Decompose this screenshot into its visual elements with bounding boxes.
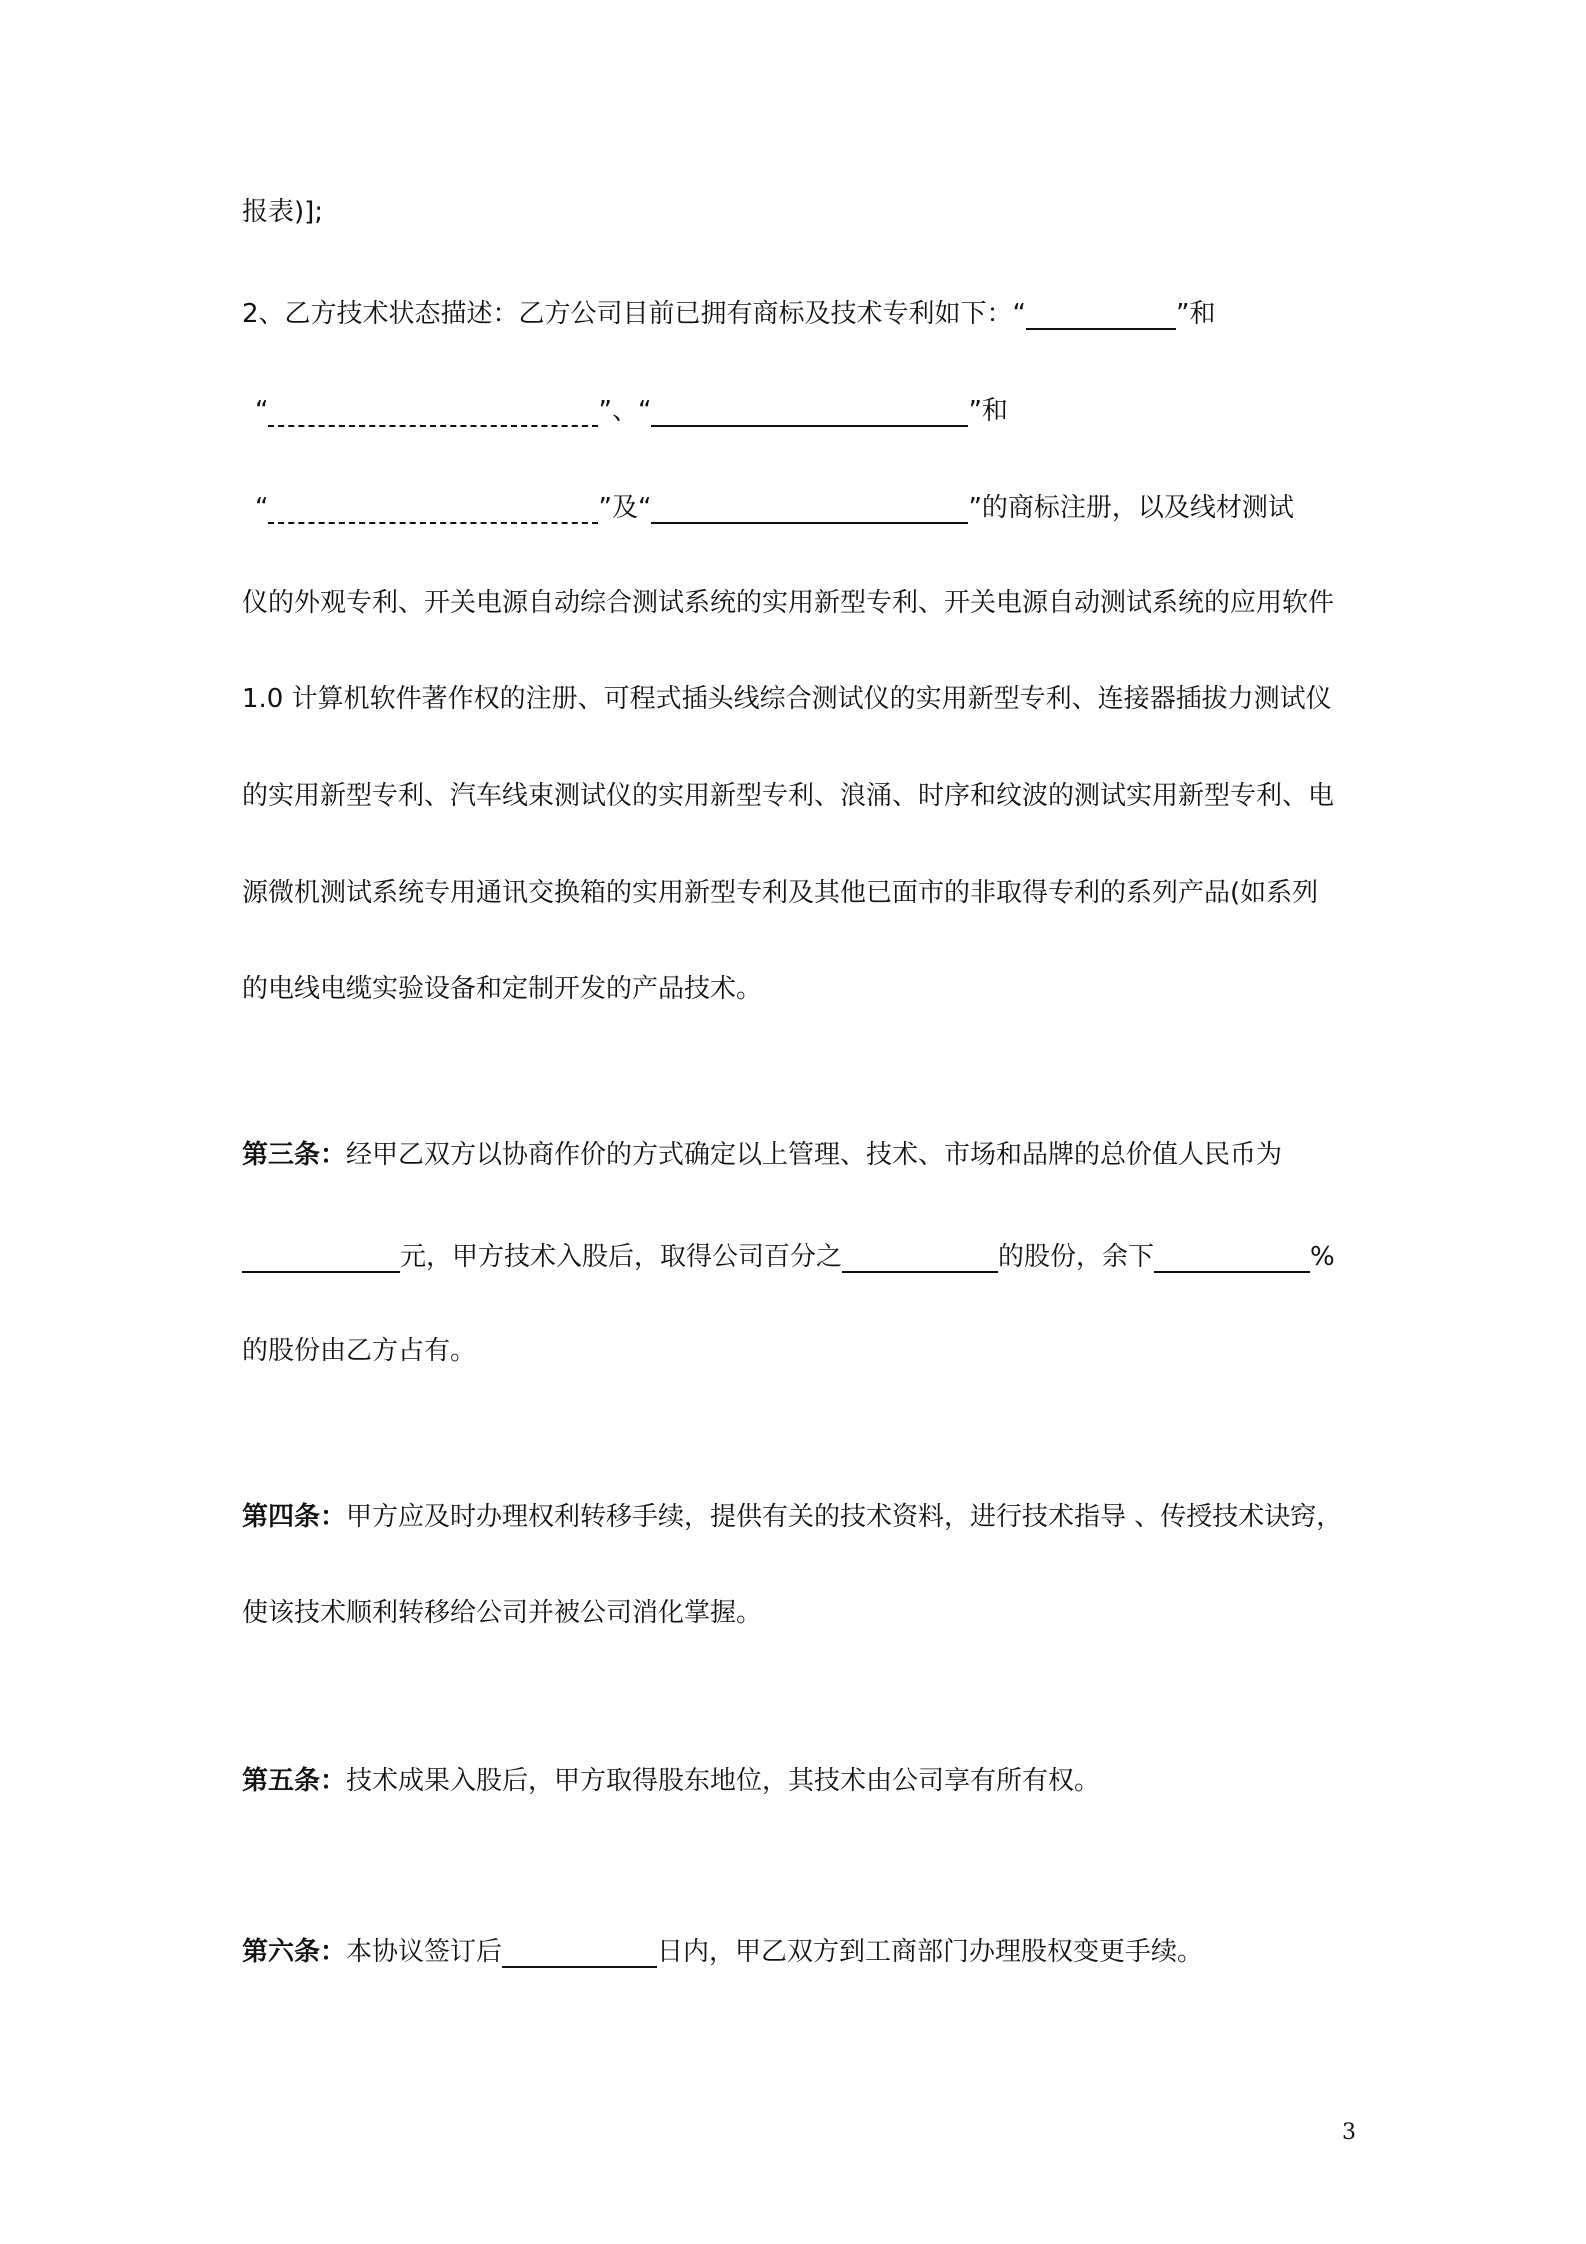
line-text: 1.0 计算机软件著作权的注册、可程式插头线综合测试仪的实用新型专利、连接器插拔力测试仪 <box>242 684 1332 714</box>
blank-field[interactable] <box>842 1247 998 1273</box>
blank-field[interactable] <box>242 1247 400 1273</box>
text-line <box>242 1241 1335 1273</box>
article-text: 技术成果入股后，甲方取得股东地位，其技术由公司享有所有权。 <box>346 1766 1101 1796</box>
article-label: 第四条： <box>242 1502 347 1532</box>
line-text: 报表)]; <box>242 197 324 227</box>
article-5 <box>242 1765 1100 1797</box>
text-line <box>242 683 1332 715</box>
article-label: 第五条： <box>242 1766 347 1796</box>
article-text: 的股份，余下 <box>998 1242 1155 1272</box>
line-text: ”、“ <box>598 396 652 426</box>
article-label: 第六条： <box>242 1937 347 1967</box>
line-text: ”和 <box>968 396 1008 426</box>
text-line <box>242 877 1318 909</box>
article-text: % <box>1310 1242 1335 1272</box>
blank-field[interactable] <box>268 401 598 427</box>
line-text: 的电线电缆实验设备和定制开发的产品技术。 <box>242 974 763 1004</box>
line-text: 的实用新型专利、汽车线束测试仪的实用新型专利、浪涌、时序和纹波的测试实用新型专利、电 <box>242 781 1335 811</box>
line-text: 2、乙方技术状态描述：乙方公司目前已拥有商标及技术专利如下：“ <box>242 299 1027 329</box>
text-line <box>242 973 762 1005</box>
text-line <box>255 395 1008 427</box>
text-line <box>242 1335 476 1367</box>
text-line <box>242 196 323 228</box>
blank-field[interactable] <box>1026 304 1176 330</box>
text-line <box>242 587 1334 619</box>
article-3 <box>242 1139 1282 1171</box>
blank-field[interactable] <box>1154 1247 1310 1273</box>
article-4 <box>242 1501 1342 1533</box>
line-text: “ <box>255 396 269 426</box>
text-line <box>242 298 1216 330</box>
line-text: 仪的外观专利、开关电源自动综合测试系统的实用新型专利、开关电源自动测试系统的应用软件 <box>242 588 1335 618</box>
article-text: 经甲乙双方以协商作价的方式确定以上管理、技术、市场和品牌的总价值人民币为 <box>346 1140 1283 1170</box>
text-line <box>242 1597 762 1629</box>
article-text: 甲方应及时办理权利转移手续，提供有关的技术资料，进行技术指导 、传授技术诀窍， <box>346 1502 1343 1532</box>
line-text: 源微机测试系统专用通讯交换箱的实用新型专利及其他已面市的非取得专利的系列产品(如系列 <box>242 878 1319 908</box>
text-line <box>255 492 1294 524</box>
article-text: 使该技术顺利转移给公司并被公司消化掌握。 <box>242 1598 763 1628</box>
line-text: ”和 <box>1176 299 1216 329</box>
article-6 <box>242 1936 1203 1968</box>
blank-field[interactable] <box>651 401 968 427</box>
blank-field[interactable] <box>502 1942 657 1968</box>
page-number: 3 <box>1342 2120 1356 2145</box>
article-text: 日内，甲乙双方到工商部门办理股权变更手续。 <box>657 1937 1204 1967</box>
line-text: “ <box>255 493 269 523</box>
article-text: 元，甲方技术入股后，取得公司百分之 <box>400 1242 843 1272</box>
blank-field[interactable] <box>651 498 968 524</box>
blank-field[interactable] <box>268 498 598 524</box>
line-text: ”的商标注册，以及线材测试 <box>968 493 1294 523</box>
article-text: 本协议签订后 <box>346 1937 503 1967</box>
article-text: 的股份由乙方占有。 <box>242 1336 477 1366</box>
line-text: ”及“ <box>598 493 652 523</box>
text-line <box>242 780 1334 812</box>
article-label: 第三条： <box>242 1140 347 1170</box>
